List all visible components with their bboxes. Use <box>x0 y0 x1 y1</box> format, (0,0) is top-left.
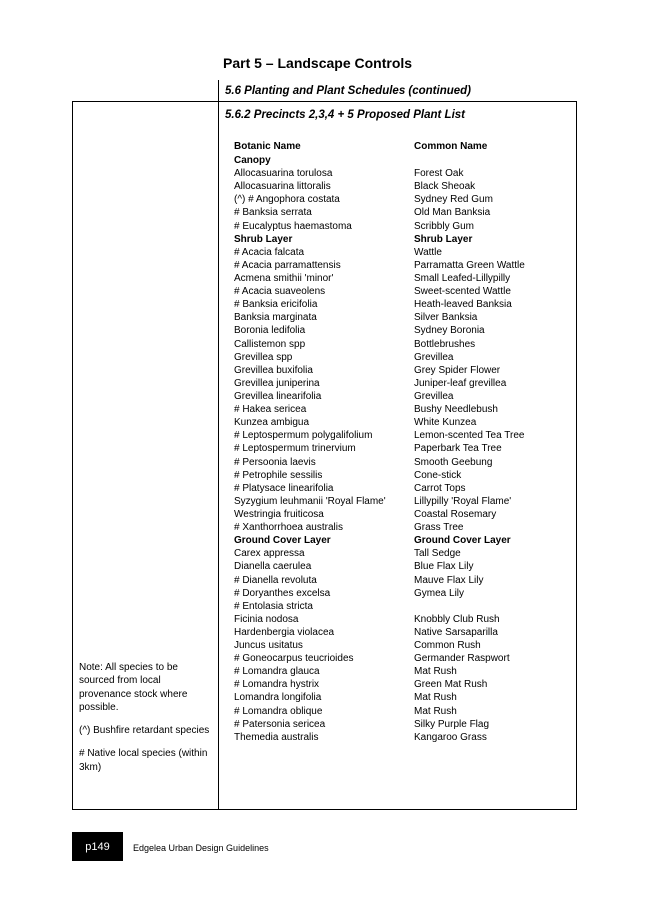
plant-row <box>234 521 574 534</box>
plant-group-heading <box>234 534 574 547</box>
botanic-name: Canopy <box>234 155 271 166</box>
plant-row <box>234 311 574 324</box>
native-legend: # Native local species (within 3km) <box>79 748 208 773</box>
section-title: 5.6 Planting and Plant Schedules (continued) <box>225 85 472 97</box>
common-name: Kangaroo Grass <box>414 731 487 743</box>
common-name: Native Sarsaparilla <box>414 626 498 638</box>
plant-row <box>234 220 574 233</box>
botanic-name: # Acacia falcata <box>234 246 305 258</box>
botanic-name: # Leptospermum trinervium <box>234 443 356 455</box>
botanic-name: Banksia marginata <box>234 312 317 324</box>
common-name: Silky Purple Flag <box>414 718 490 730</box>
botanic-name: Grevillea linearifolia <box>234 390 322 402</box>
botanic-name: Allocasuarina littoralis <box>234 181 331 193</box>
common-name: Heath-leaved Banksia <box>414 299 512 311</box>
botanic-name: # Lomandra oblique <box>234 705 323 717</box>
botanic-name: Ground Cover Layer <box>234 535 331 547</box>
common-name: Old Man Banksia <box>414 207 491 219</box>
plant-row <box>234 469 574 482</box>
common-name: Lemon-scented Tea Tree <box>414 430 525 442</box>
common-name: Cone-stick <box>414 469 462 481</box>
plant-row <box>234 691 574 704</box>
botanic-name: # Doryanthes excelsa <box>234 587 331 599</box>
plant-row <box>234 364 574 377</box>
plant-row <box>234 560 574 573</box>
botanic-name: Kunzea ambigua <box>234 417 310 429</box>
plant-row <box>234 416 574 429</box>
botanic-name: # Entolasia stricta <box>234 600 313 612</box>
botanic-name: Westringia fruiticosa <box>234 508 324 520</box>
botanic-name: Juncus usitatus <box>234 640 303 652</box>
plant-row <box>234 324 574 337</box>
plant-list-header <box>234 140 574 154</box>
common-name: Grevillea <box>414 351 454 363</box>
column-divider <box>218 101 219 810</box>
plant-row <box>234 351 574 364</box>
common-name: Carrot Tops <box>414 482 466 494</box>
common-name-header: Common Name <box>414 141 488 152</box>
botanic-name: Grevillea spp <box>234 351 293 363</box>
common-name: Sydney Boronia <box>414 325 485 337</box>
botanic-name: Syzygium leuhmanii 'Royal Flame' <box>234 495 386 507</box>
plant-row <box>234 193 574 206</box>
common-name: Parramatta Green Wattle <box>414 259 525 271</box>
plant-row <box>234 390 574 403</box>
botanic-name: Themedia australis <box>234 731 319 743</box>
botanic-name: Callistemon spp <box>234 338 306 350</box>
botanic-name: # Persoonia laevis <box>234 456 316 468</box>
botanic-name: # Lomandra hystrix <box>234 679 320 691</box>
plant-group-heading <box>234 154 574 167</box>
plant-list <box>234 140 574 744</box>
plant-row <box>234 626 574 639</box>
page-number: p149 <box>85 840 110 853</box>
plant-row <box>234 429 574 442</box>
common-name: Wattle <box>414 246 442 258</box>
common-name: Germander Raspwort <box>414 653 510 665</box>
notes-panel <box>79 661 215 784</box>
plant-row <box>234 574 574 587</box>
common-name: Sydney Red Gum <box>414 194 493 206</box>
plant-row <box>234 482 574 495</box>
plant-row <box>234 613 574 626</box>
footer-title: Edgelea Urban Design Guidelines <box>133 843 269 853</box>
common-name: Common Rush <box>414 640 481 652</box>
botanic-name: # Banksia serrata <box>234 207 312 219</box>
common-name: Paperbark Tea Tree <box>414 443 502 455</box>
plant-row <box>234 547 574 560</box>
common-name: Gymea Lily <box>414 587 465 599</box>
common-name: Grevillea <box>414 390 454 402</box>
plant-row <box>234 508 574 521</box>
common-name: Sweet-scented Wattle <box>414 286 511 298</box>
botanic-name: # Leptospermum polygalifolium <box>234 430 373 442</box>
botanic-name-header: Botanic Name <box>234 141 301 152</box>
botanic-name: # Eucalyptus haemastoma <box>234 220 352 232</box>
plant-row <box>234 587 574 600</box>
common-name: Mat Rush <box>414 666 457 678</box>
top-divider-line <box>218 80 219 102</box>
botanic-name: # Petrophile sessilis <box>234 469 323 481</box>
common-name: Coastal Rosemary <box>414 508 497 520</box>
plant-row <box>234 298 574 311</box>
botanic-name: Shrub Layer <box>234 233 293 245</box>
plant-row <box>234 652 574 665</box>
plant-row <box>234 338 574 351</box>
plant-row <box>234 259 574 272</box>
common-name: Knobbly Club Rush <box>414 613 500 625</box>
subsection-title: 5.6.2 Precincts 2,3,4 + 5 Proposed Plant List <box>225 109 466 121</box>
common-name: Grass Tree <box>414 522 464 534</box>
common-name: Blue Flax Lily <box>414 561 474 573</box>
botanic-name: # Banksia ericifolia <box>234 299 318 311</box>
common-name: Mat Rush <box>414 705 457 717</box>
botanic-name: # Xanthorrhoea australis <box>234 522 343 534</box>
botanic-name: Carex appressa <box>234 548 305 560</box>
common-name: Smooth Geebung <box>414 456 493 468</box>
plant-row <box>234 456 574 469</box>
botanic-name: Lomandra longifolia <box>234 692 322 704</box>
plant-row <box>234 665 574 678</box>
plant-row <box>234 167 574 180</box>
botanic-name: Dianella caerulea <box>234 561 312 573</box>
botanic-name: # Patersonia sericea <box>234 718 326 730</box>
plant-rows <box>234 154 574 744</box>
botanic-name: # Dianella revoluta <box>234 574 317 586</box>
common-name: Black Sheoak <box>414 181 476 193</box>
botanic-name: # Goneocarpus teucrioides <box>234 653 354 665</box>
common-name: Bushy Needlebush <box>414 404 498 416</box>
common-name: Shrub Layer <box>414 233 473 245</box>
plant-row <box>234 495 574 508</box>
common-name: Forest Oak <box>414 168 464 180</box>
botanic-name: Hardenbergia violacea <box>234 626 335 638</box>
plant-row <box>234 272 574 285</box>
common-name: Bottlebrushes <box>414 338 476 350</box>
botanic-name: Grevillea juniperina <box>234 377 320 389</box>
botanic-name: # Platysace linearifolia <box>234 482 334 494</box>
common-name: Ground Cover Layer <box>414 535 511 547</box>
common-name: Mauve Flax Lily <box>414 574 484 586</box>
plant-row <box>234 246 574 259</box>
common-name: Grey Spider Flower <box>414 364 501 376</box>
common-name: Small Leafed-Lillypilly <box>414 272 511 284</box>
botanic-name: Boronia ledifolia <box>234 325 306 337</box>
plant-row <box>234 442 574 455</box>
plant-row <box>234 180 574 193</box>
provenance-note: Note: All species to be sourced from local provenance stock where possible. <box>79 662 188 713</box>
common-name: Green Mat Rush <box>414 679 488 691</box>
plant-row <box>234 600 574 613</box>
botanic-name: # Acacia parramattensis <box>234 259 341 271</box>
plant-row <box>234 731 574 744</box>
botanic-name: # Lomandra glauca <box>234 666 320 678</box>
common-name: Juniper-leaf grevillea <box>414 377 507 389</box>
common-name: Tall Sedge <box>414 548 461 560</box>
plant-row <box>234 639 574 652</box>
plant-row <box>234 377 574 390</box>
plant-row <box>234 206 574 219</box>
plant-group-heading <box>234 233 574 246</box>
plant-row <box>234 403 574 416</box>
botanic-name: # Acacia suaveolens <box>234 286 326 298</box>
common-name: White Kunzea <box>414 417 477 429</box>
plant-row <box>234 718 574 731</box>
botanic-name: (^) # Angophora costata <box>234 194 340 206</box>
botanic-name: Acmena smithii 'minor' <box>234 272 334 284</box>
botanic-name: Grevillea buxifolia <box>234 364 313 376</box>
common-name: Lillypilly 'Royal Flame' <box>414 495 512 507</box>
plant-row <box>234 705 574 718</box>
botanic-name: # Hakea sericea <box>234 404 307 416</box>
common-name: Mat Rush <box>414 692 457 704</box>
common-name: Scribbly Gum <box>414 220 475 232</box>
page-title: Part 5 – Landscape Controls <box>223 55 413 71</box>
bushfire-legend: (^) Bushfire retardant species <box>79 725 210 737</box>
page-number-badge <box>72 832 123 861</box>
botanic-name: Ficinia nodosa <box>234 613 299 625</box>
plant-row <box>234 285 574 298</box>
plant-row <box>234 678 574 691</box>
botanic-name: Allocasuarina torulosa <box>234 168 333 180</box>
common-name: Silver Banksia <box>414 312 478 324</box>
